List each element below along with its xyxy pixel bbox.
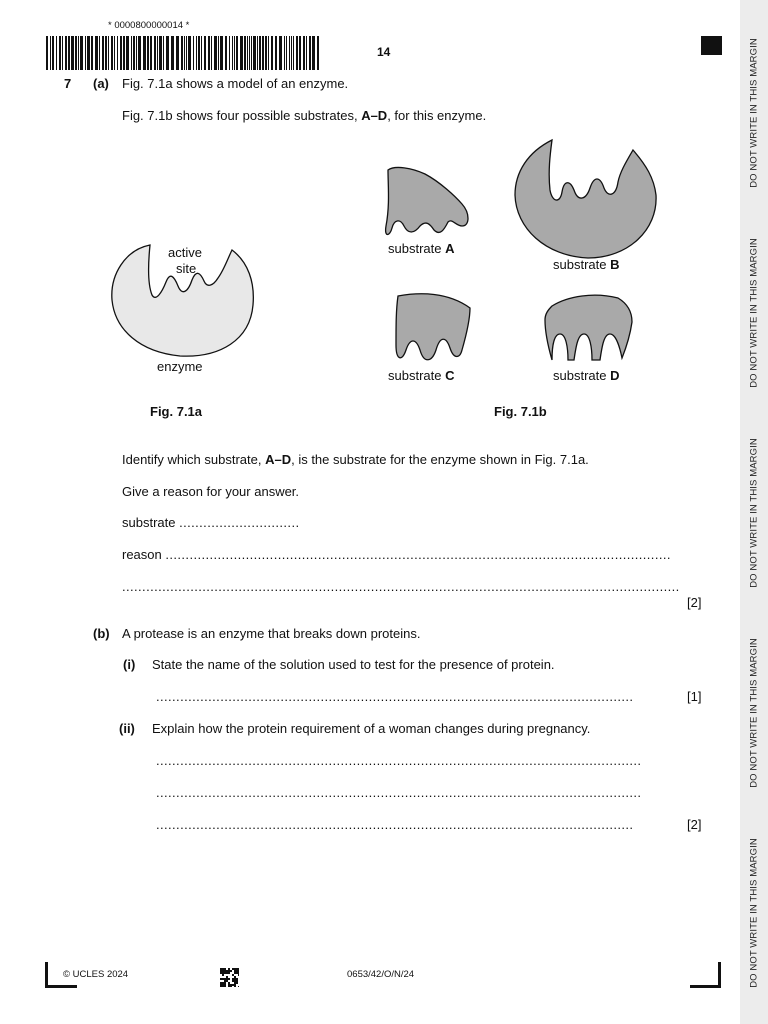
part-a-instruction: Identify which substrate, A–D, is the substrate for the enzyme shown in Fig. 7.1a.: [122, 452, 589, 467]
qr-module: [220, 984, 222, 986]
substrate-c-label: substrate C: [388, 368, 455, 383]
fig-7-1a-caption: Fig. 7.1a: [150, 404, 203, 419]
part-b-label: (b): [93, 626, 110, 641]
qr-module: [234, 976, 236, 978]
copyright: © UCLES 2024: [63, 969, 129, 980]
qr-module: [222, 978, 224, 980]
qr-module: [234, 984, 236, 986]
part-b-i-text: State the name of the solution used to test for the presence of protein.: [152, 657, 555, 672]
qr-module: [230, 984, 232, 986]
qr-module: [238, 970, 239, 972]
qr-module: [238, 986, 239, 987]
qr-module: [220, 972, 222, 974]
question-number: 7: [64, 76, 72, 91]
substrate-d-label: substrate D: [553, 368, 620, 383]
qr-module: [228, 972, 230, 974]
qr-module: [222, 984, 224, 986]
substrate-a-label: substrate A: [388, 241, 455, 256]
qr-module: [226, 976, 228, 978]
reason-prompt: Give a reason for your answer.: [122, 484, 300, 499]
qr-module: [224, 972, 226, 974]
part-a-label: (a): [93, 76, 109, 91]
substrate-answer-line[interactable]: substrate ..............................: [122, 515, 300, 530]
qr-module: [224, 968, 226, 970]
barcode-text: * 0000800000014 *: [108, 20, 190, 31]
qr-module: [234, 986, 236, 987]
active-site-label-1: active: [168, 245, 202, 260]
qr-module: [234, 982, 236, 984]
qr-module: [220, 986, 222, 987]
qr-module: [222, 970, 224, 972]
figures: [0, 0, 740, 430]
part-b-ii-label: (ii): [119, 721, 135, 736]
qr-module: [234, 970, 236, 972]
part-b-ii-answer-line-3[interactable]: .......................................................................................................................: [156, 817, 634, 832]
qr-module: [230, 970, 232, 972]
qr-module: [232, 978, 234, 980]
qr-module: [236, 968, 238, 970]
qr-module: [226, 978, 228, 980]
substrate-c-shape: [396, 294, 470, 360]
qr-module: [234, 972, 236, 974]
qr-module: [238, 968, 239, 970]
qr-module: [222, 974, 224, 976]
qr-module: [228, 970, 230, 972]
reason-answer-line[interactable]: reason ..............................................................................................................................: [122, 547, 671, 562]
substrate-a-shape: [386, 167, 468, 234]
qr-module: [220, 968, 222, 970]
qr-module: [220, 982, 222, 984]
part-a-intro-1: Fig. 7.1a shows a model of an enzyme.: [122, 76, 349, 91]
substrate-b-label: substrate B: [553, 257, 620, 272]
qr-module: [238, 972, 239, 974]
qr-module: [226, 972, 228, 974]
qr-module: [232, 974, 234, 976]
qr-module: [222, 982, 224, 984]
qr-module: [236, 970, 238, 972]
qr-module: [236, 972, 238, 974]
part-a-marks: [2]: [687, 595, 702, 610]
qr-module: [234, 978, 236, 980]
enzyme-label: enzyme: [157, 359, 203, 374]
qr-module: [228, 968, 230, 970]
qr-code: [220, 968, 239, 987]
reason-answer-line-2[interactable]: ...........................................................................................................................................: [122, 579, 680, 594]
qr-module: [228, 986, 230, 987]
part-b-ii-answer-line-2[interactable]: .........................................................................................................................: [156, 785, 642, 800]
part-b-i-label: (i): [123, 657, 136, 672]
part-b-ii-answer-line-1[interactable]: .........................................................................................................................: [156, 753, 642, 768]
page-number: 14: [377, 45, 391, 59]
qr-module: [226, 980, 228, 982]
qr-module: [236, 978, 238, 980]
part-b-ii-marks: [2]: [687, 817, 702, 832]
qr-module: [236, 982, 238, 984]
qr-module: [224, 970, 226, 972]
corner-mark-right: [690, 985, 721, 988]
fig-7-1b-caption: Fig. 7.1b: [494, 404, 547, 419]
part-a-intro-2: Fig. 7.1b shows four possible substrates, A–D, for this enzyme.: [122, 108, 487, 123]
qr-module: [234, 968, 236, 970]
qr-module: [238, 974, 239, 976]
qr-module: [224, 980, 226, 982]
qr-module: [228, 978, 230, 980]
qr-module: [222, 968, 224, 970]
qr-module: [220, 978, 222, 980]
qr-module: [222, 986, 224, 987]
part-b-intro: A protease is an enzyme that breaks down proteins.: [122, 626, 421, 641]
qr-module: [228, 984, 230, 986]
qr-module: [232, 984, 234, 986]
qr-module: [224, 984, 226, 986]
qr-module: [232, 968, 234, 970]
qr-module: [234, 980, 236, 982]
paper-code: 0653/42/O/N/24: [347, 969, 415, 980]
qr-module: [224, 982, 226, 984]
substrate-b-shape: [515, 140, 656, 258]
part-b-i-marks: [1]: [687, 689, 702, 704]
qr-module: [224, 978, 226, 980]
qr-module: [236, 980, 238, 982]
active-site-label-2: site: [176, 261, 197, 276]
corner-mark-left: [45, 985, 77, 988]
part-b-ii-text: Explain how the protein requirement of a woman changes during pregnancy.: [152, 721, 591, 736]
qr-module: [232, 980, 234, 982]
substrate-d-shape: [545, 295, 632, 360]
qr-module: [220, 970, 222, 972]
part-b-i-answer-line[interactable]: .......................................................................................................................: [156, 689, 634, 704]
qr-module: [224, 986, 226, 987]
qr-module: [222, 972, 224, 974]
qr-module: [226, 970, 228, 972]
qr-module: [230, 986, 232, 987]
qr-module: [228, 982, 230, 984]
